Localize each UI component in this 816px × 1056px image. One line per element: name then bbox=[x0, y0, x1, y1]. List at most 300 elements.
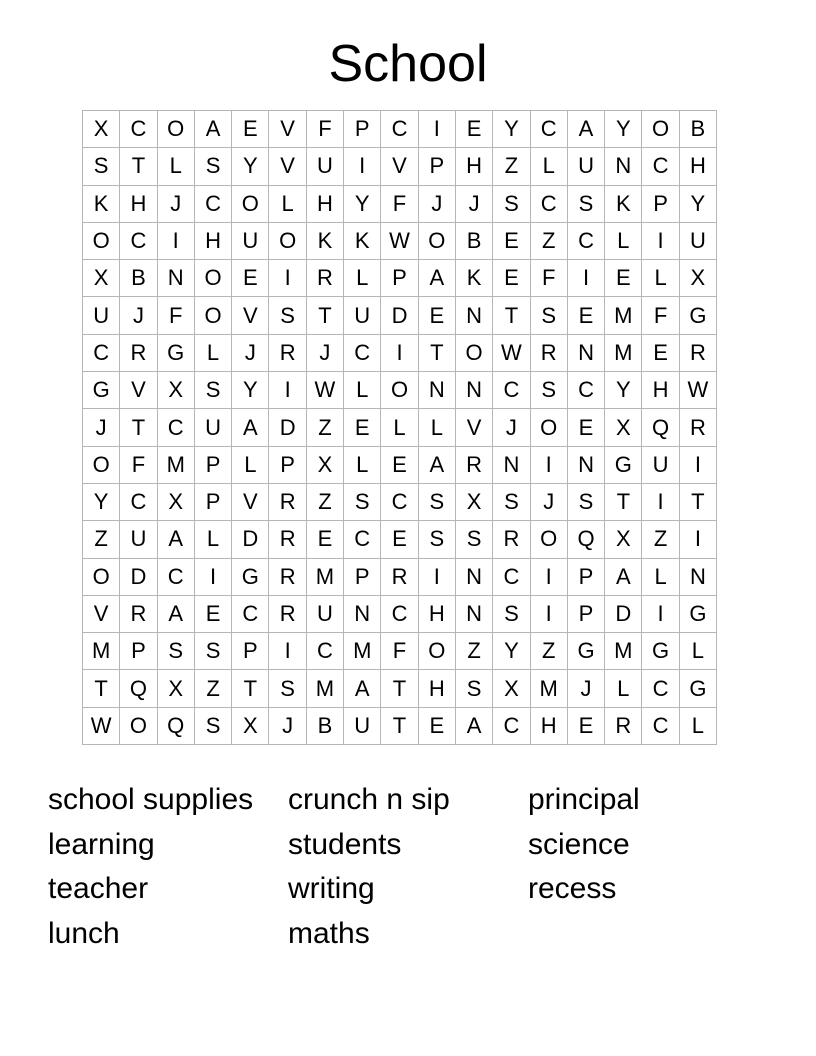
grid-cell: T bbox=[493, 297, 530, 334]
grid-cell: N bbox=[455, 595, 492, 632]
grid-cell: S bbox=[418, 483, 455, 520]
grid-cell: L bbox=[679, 633, 716, 670]
grid-cell: R bbox=[269, 558, 306, 595]
grid-cell: S bbox=[269, 670, 306, 707]
grid-cell: M bbox=[530, 670, 567, 707]
grid-cell: L bbox=[381, 409, 418, 446]
grid-cell: E bbox=[381, 446, 418, 483]
grid-cell: C bbox=[120, 111, 157, 148]
grid-cell: L bbox=[344, 372, 381, 409]
grid-cell: E bbox=[418, 297, 455, 334]
grid-cell: U bbox=[83, 297, 120, 334]
grid-cell: C bbox=[157, 409, 194, 446]
grid-cell: K bbox=[605, 185, 642, 222]
grid-cell: S bbox=[530, 297, 567, 334]
grid-cell: E bbox=[232, 260, 269, 297]
grid-cell: I bbox=[194, 558, 231, 595]
grid-cell: N bbox=[455, 297, 492, 334]
grid-cell: F bbox=[381, 185, 418, 222]
grid-cell: G bbox=[605, 446, 642, 483]
grid-cell: G bbox=[679, 297, 716, 334]
grid-cell: J bbox=[157, 185, 194, 222]
grid-cell: J bbox=[83, 409, 120, 446]
grid-cell: P bbox=[120, 633, 157, 670]
grid-cell: H bbox=[120, 185, 157, 222]
grid-cell: T bbox=[418, 334, 455, 371]
grid-cell: C bbox=[493, 707, 530, 744]
grid-cell: N bbox=[567, 334, 604, 371]
grid-cell: K bbox=[455, 260, 492, 297]
grid-cell: E bbox=[642, 334, 679, 371]
grid-cell: N bbox=[455, 558, 492, 595]
grid-cell: D bbox=[120, 558, 157, 595]
grid-cell: S bbox=[194, 148, 231, 185]
grid-cell: S bbox=[344, 483, 381, 520]
grid-cell: S bbox=[493, 185, 530, 222]
grid-cell: P bbox=[567, 558, 604, 595]
grid-cell: O bbox=[418, 633, 455, 670]
grid-cell: X bbox=[232, 707, 269, 744]
grid-cell: L bbox=[605, 222, 642, 259]
grid-cell: N bbox=[679, 558, 716, 595]
grid-cell: A bbox=[157, 595, 194, 632]
grid-cell: R bbox=[120, 595, 157, 632]
grid-cell: G bbox=[642, 633, 679, 670]
grid-cell: N bbox=[605, 148, 642, 185]
grid-cell: Y bbox=[232, 372, 269, 409]
grid-cell: J bbox=[455, 185, 492, 222]
grid-cell: L bbox=[269, 185, 306, 222]
word-list-item: learning bbox=[48, 827, 155, 861]
grid-cell: A bbox=[194, 111, 231, 148]
grid-cell: H bbox=[642, 372, 679, 409]
grid-cell: V bbox=[232, 297, 269, 334]
grid-cell: L bbox=[232, 446, 269, 483]
word-list-item: teacher bbox=[48, 872, 149, 906]
grid-cell: I bbox=[642, 595, 679, 632]
grid-cell: R bbox=[269, 595, 306, 632]
grid-cell: F bbox=[381, 633, 418, 670]
grid-cell: H bbox=[194, 222, 231, 259]
grid-cell: S bbox=[194, 372, 231, 409]
grid-cell: N bbox=[455, 372, 492, 409]
grid-cell: C bbox=[194, 185, 231, 222]
grid-cell: X bbox=[83, 260, 120, 297]
grid-cell: V bbox=[269, 148, 306, 185]
grid-cell: R bbox=[530, 334, 567, 371]
grid-row bbox=[83, 334, 717, 371]
grid-cell: C bbox=[381, 111, 418, 148]
grid-cell: S bbox=[455, 670, 492, 707]
grid-cell: X bbox=[157, 483, 194, 520]
grid-cell: P bbox=[344, 558, 381, 595]
grid-cell: X bbox=[455, 483, 492, 520]
grid-cell: P bbox=[567, 595, 604, 632]
grid-cell: F bbox=[306, 111, 343, 148]
grid-cell: O bbox=[120, 707, 157, 744]
grid-cell: M bbox=[306, 670, 343, 707]
grid-row bbox=[83, 409, 717, 446]
grid-cell: O bbox=[642, 111, 679, 148]
grid-cell: C bbox=[306, 633, 343, 670]
grid-cell: J bbox=[493, 409, 530, 446]
grid-cell: U bbox=[344, 707, 381, 744]
grid-cell: Z bbox=[194, 670, 231, 707]
grid-row bbox=[83, 185, 717, 222]
grid-cell: O bbox=[530, 409, 567, 446]
grid-cell: H bbox=[306, 185, 343, 222]
grid-cell: O bbox=[530, 521, 567, 558]
grid-cell: O bbox=[269, 222, 306, 259]
grid-cell: H bbox=[418, 670, 455, 707]
grid-cell: C bbox=[344, 521, 381, 558]
word-list-item: lunch bbox=[48, 916, 120, 950]
grid-cell: L bbox=[344, 446, 381, 483]
grid-cell: R bbox=[493, 521, 530, 558]
word-list-item: school supplies bbox=[48, 783, 254, 816]
grid-cell: Y bbox=[605, 372, 642, 409]
grid-cell: O bbox=[157, 111, 194, 148]
grid-cell: I bbox=[418, 558, 455, 595]
grid-cell: G bbox=[232, 558, 269, 595]
grid-cell: I bbox=[530, 558, 567, 595]
grid-cell: T bbox=[120, 148, 157, 185]
grid-cell: O bbox=[194, 260, 231, 297]
word-list-item: principal bbox=[528, 783, 640, 816]
grid-cell: Y bbox=[83, 483, 120, 520]
grid-row bbox=[83, 446, 717, 483]
grid-cell: I bbox=[381, 334, 418, 371]
grid-cell: O bbox=[194, 297, 231, 334]
grid-cell: C bbox=[530, 111, 567, 148]
grid-cell: I bbox=[679, 446, 716, 483]
grid-cell: N bbox=[567, 446, 604, 483]
grid-row bbox=[83, 260, 717, 297]
grid-cell: L bbox=[418, 409, 455, 446]
grid-cell: S bbox=[269, 297, 306, 334]
grid-cell: D bbox=[232, 521, 269, 558]
grid-cell: Z bbox=[493, 148, 530, 185]
grid-cell: R bbox=[306, 260, 343, 297]
grid-cell: J bbox=[120, 297, 157, 334]
grid-cell: I bbox=[642, 483, 679, 520]
grid-row bbox=[83, 483, 717, 520]
grid-cell: O bbox=[232, 185, 269, 222]
grid-cell: H bbox=[679, 148, 716, 185]
grid-cell: C bbox=[232, 595, 269, 632]
grid-cell: I bbox=[679, 521, 716, 558]
grid-cell: R bbox=[269, 483, 306, 520]
grid-cell: E bbox=[493, 222, 530, 259]
grid-cell: I bbox=[269, 260, 306, 297]
grid-cell: S bbox=[83, 148, 120, 185]
grid-cell: A bbox=[157, 521, 194, 558]
grid-cell: A bbox=[418, 446, 455, 483]
grid-row bbox=[83, 222, 717, 259]
grid-cell: A bbox=[455, 707, 492, 744]
grid-cell: I bbox=[642, 222, 679, 259]
grid-cell: E bbox=[455, 111, 492, 148]
grid-cell: D bbox=[381, 297, 418, 334]
grid-row bbox=[83, 558, 717, 595]
grid-cell: U bbox=[679, 222, 716, 259]
grid-cell: P bbox=[194, 446, 231, 483]
word-list-item: maths bbox=[288, 916, 370, 950]
grid-cell: C bbox=[567, 222, 604, 259]
grid-cell: L bbox=[344, 260, 381, 297]
grid-cell: J bbox=[418, 185, 455, 222]
grid-cell: D bbox=[605, 595, 642, 632]
grid-cell: U bbox=[232, 222, 269, 259]
grid-cell: W bbox=[381, 222, 418, 259]
grid-cell: C bbox=[381, 595, 418, 632]
grid-cell: N bbox=[493, 446, 530, 483]
grid-cell: H bbox=[530, 707, 567, 744]
grid-cell: H bbox=[455, 148, 492, 185]
grid-cell: Y bbox=[679, 185, 716, 222]
grid-cell: R bbox=[455, 446, 492, 483]
grid-cell: S bbox=[567, 185, 604, 222]
grid-cell: F bbox=[157, 297, 194, 334]
grid-cell: R bbox=[679, 409, 716, 446]
word-list-item: recess bbox=[528, 872, 617, 906]
grid-cell: I bbox=[344, 148, 381, 185]
grid-cell: S bbox=[455, 521, 492, 558]
grid-cell: Y bbox=[493, 111, 530, 148]
grid-cell: I bbox=[418, 111, 455, 148]
grid-cell: S bbox=[567, 483, 604, 520]
grid-cell: L bbox=[157, 148, 194, 185]
grid-row bbox=[83, 372, 717, 409]
grid-cell: Z bbox=[530, 633, 567, 670]
grid-row bbox=[83, 297, 717, 334]
grid-cell: Y bbox=[232, 148, 269, 185]
grid-cell: K bbox=[306, 222, 343, 259]
grid-cell: L bbox=[605, 670, 642, 707]
grid-row bbox=[83, 707, 717, 744]
grid-cell: U bbox=[567, 148, 604, 185]
grid-cell: E bbox=[567, 297, 604, 334]
page-title: School bbox=[328, 35, 488, 93]
grid-cell: T bbox=[381, 670, 418, 707]
grid-cell: J bbox=[269, 707, 306, 744]
grid-cell: S bbox=[493, 595, 530, 632]
grid-cell: P bbox=[381, 260, 418, 297]
grid-cell: C bbox=[530, 185, 567, 222]
grid-cell: L bbox=[194, 521, 231, 558]
grid-cell: E bbox=[493, 260, 530, 297]
grid-cell: P bbox=[418, 148, 455, 185]
grid-cell: M bbox=[344, 633, 381, 670]
grid-cell: M bbox=[605, 334, 642, 371]
grid-cell: W bbox=[493, 334, 530, 371]
grid-cell: S bbox=[418, 521, 455, 558]
grid-cell: P bbox=[642, 185, 679, 222]
grid-cell: L bbox=[530, 148, 567, 185]
grid-cell: M bbox=[605, 633, 642, 670]
grid-row bbox=[83, 111, 717, 148]
grid-cell: Q bbox=[642, 409, 679, 446]
grid-cell: E bbox=[567, 409, 604, 446]
word-list-item: science bbox=[528, 827, 630, 861]
grid-cell: D bbox=[269, 409, 306, 446]
grid-cell: E bbox=[306, 521, 343, 558]
grid-cell: X bbox=[679, 260, 716, 297]
grid-cell: X bbox=[306, 446, 343, 483]
grid-cell: E bbox=[567, 707, 604, 744]
grid-cell: I bbox=[567, 260, 604, 297]
grid-cell: T bbox=[83, 670, 120, 707]
grid-cell: R bbox=[679, 334, 716, 371]
grid-cell: Z bbox=[83, 521, 120, 558]
grid-cell: I bbox=[530, 595, 567, 632]
grid-cell: B bbox=[679, 111, 716, 148]
grid-cell: W bbox=[306, 372, 343, 409]
grid-cell: V bbox=[232, 483, 269, 520]
grid-cell: A bbox=[567, 111, 604, 148]
grid-cell: S bbox=[493, 483, 530, 520]
grid-cell: C bbox=[493, 372, 530, 409]
word-list bbox=[48, 778, 768, 956]
grid-cell: V bbox=[120, 372, 157, 409]
grid-cell: V bbox=[269, 111, 306, 148]
grid-cell: X bbox=[157, 372, 194, 409]
grid-cell: V bbox=[83, 595, 120, 632]
word-list-item: students bbox=[288, 827, 402, 861]
grid-cell: A bbox=[344, 670, 381, 707]
grid-row bbox=[83, 521, 717, 558]
grid-cell: P bbox=[269, 446, 306, 483]
grid-cell: C bbox=[157, 558, 194, 595]
grid-cell: E bbox=[381, 521, 418, 558]
grid-cell: R bbox=[605, 707, 642, 744]
grid-cell: M bbox=[306, 558, 343, 595]
grid-cell: Z bbox=[455, 633, 492, 670]
grid-cell: C bbox=[381, 483, 418, 520]
grid-cell: B bbox=[455, 222, 492, 259]
grid-cell: N bbox=[344, 595, 381, 632]
grid-cell: U bbox=[194, 409, 231, 446]
grid-cell: P bbox=[344, 111, 381, 148]
grid-cell: L bbox=[642, 558, 679, 595]
grid-cell: C bbox=[493, 558, 530, 595]
grid-cell: L bbox=[194, 334, 231, 371]
grid-cell: G bbox=[679, 595, 716, 632]
grid-cell: A bbox=[418, 260, 455, 297]
grid-cell: F bbox=[530, 260, 567, 297]
grid-cell: S bbox=[530, 372, 567, 409]
grid-cell: X bbox=[605, 409, 642, 446]
grid-cell: I bbox=[157, 222, 194, 259]
grid-cell: H bbox=[418, 595, 455, 632]
grid-cell: A bbox=[232, 409, 269, 446]
grid-cell: S bbox=[157, 633, 194, 670]
grid-cell: E bbox=[605, 260, 642, 297]
grid-cell: P bbox=[194, 483, 231, 520]
grid-cell: N bbox=[418, 372, 455, 409]
grid-cell: L bbox=[679, 707, 716, 744]
grid-cell: M bbox=[605, 297, 642, 334]
grid-cell: P bbox=[232, 633, 269, 670]
grid-cell: M bbox=[83, 633, 120, 670]
grid-cell: C bbox=[120, 483, 157, 520]
grid-cell: R bbox=[269, 521, 306, 558]
grid-cell: L bbox=[642, 260, 679, 297]
grid-cell: E bbox=[344, 409, 381, 446]
grid-cell: V bbox=[381, 148, 418, 185]
grid-row bbox=[83, 595, 717, 632]
grid-cell: G bbox=[567, 633, 604, 670]
grid-cell: T bbox=[381, 707, 418, 744]
grid-cell: V bbox=[455, 409, 492, 446]
grid-cell: U bbox=[306, 148, 343, 185]
grid-cell: C bbox=[642, 148, 679, 185]
grid-cell: M bbox=[157, 446, 194, 483]
grid-cell: F bbox=[642, 297, 679, 334]
grid-cell: S bbox=[194, 633, 231, 670]
grid-cell: C bbox=[642, 670, 679, 707]
grid-cell: Z bbox=[642, 521, 679, 558]
grid-cell: Y bbox=[605, 111, 642, 148]
grid-row bbox=[83, 633, 717, 670]
grid-cell: O bbox=[83, 558, 120, 595]
grid-cell: I bbox=[269, 372, 306, 409]
grid-cell: Z bbox=[306, 409, 343, 446]
grid-cell: C bbox=[344, 334, 381, 371]
grid-cell: R bbox=[269, 334, 306, 371]
grid-cell: E bbox=[418, 707, 455, 744]
grid-cell: C bbox=[83, 334, 120, 371]
grid-cell: T bbox=[120, 409, 157, 446]
grid-cell: Q bbox=[157, 707, 194, 744]
grid-cell: J bbox=[306, 334, 343, 371]
grid-cell: Y bbox=[344, 185, 381, 222]
grid-cell: Q bbox=[567, 521, 604, 558]
grid-cell: U bbox=[306, 595, 343, 632]
grid-cell: I bbox=[530, 446, 567, 483]
grid-cell: E bbox=[194, 595, 231, 632]
word-search-grid bbox=[82, 110, 717, 745]
grid-cell: T bbox=[679, 483, 716, 520]
grid-cell: I bbox=[269, 633, 306, 670]
grid-cell: K bbox=[83, 185, 120, 222]
grid-cell: G bbox=[679, 670, 716, 707]
grid-cell: U bbox=[120, 521, 157, 558]
grid-cell: U bbox=[344, 297, 381, 334]
grid-cell: J bbox=[567, 670, 604, 707]
grid-cell: C bbox=[120, 222, 157, 259]
grid-cell: B bbox=[120, 260, 157, 297]
grid-cell: Z bbox=[530, 222, 567, 259]
grid-cell: A bbox=[605, 558, 642, 595]
grid-cell: F bbox=[120, 446, 157, 483]
grid-cell: W bbox=[679, 372, 716, 409]
grid-cell: O bbox=[455, 334, 492, 371]
grid-cell: G bbox=[83, 372, 120, 409]
grid-cell: J bbox=[530, 483, 567, 520]
grid-cell: Z bbox=[306, 483, 343, 520]
grid-cell: T bbox=[306, 297, 343, 334]
grid-cell: C bbox=[567, 372, 604, 409]
grid-cell: R bbox=[120, 334, 157, 371]
grid-cell: G bbox=[157, 334, 194, 371]
grid-cell: T bbox=[232, 670, 269, 707]
word-list-item: crunch n sip bbox=[288, 783, 450, 816]
grid-cell: O bbox=[83, 222, 120, 259]
grid-cell: N bbox=[157, 260, 194, 297]
grid-cell: O bbox=[418, 222, 455, 259]
grid-cell: R bbox=[381, 558, 418, 595]
